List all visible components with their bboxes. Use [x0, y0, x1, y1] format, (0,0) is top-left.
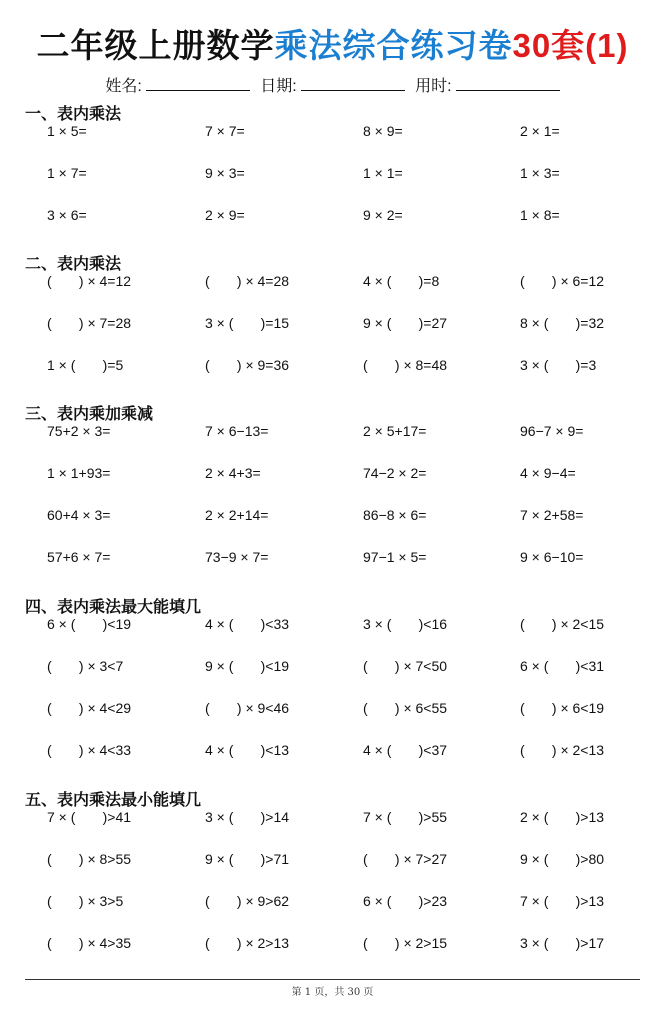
math-problem: 3 × ( )=3: [520, 357, 597, 373]
math-problem: 1 × 1+93=: [47, 465, 111, 481]
math-problem: ( ) × 7=28: [47, 315, 132, 331]
math-problem: 2 × ( )>13: [520, 809, 605, 825]
problem-row: [0, 357, 665, 377]
math-problem: ( ) × 4<33: [47, 742, 132, 758]
math-problem: 3 × 6=: [47, 207, 87, 223]
math-problem: 2 × 9=: [205, 207, 245, 223]
name-field[interactable]: [105, 73, 249, 96]
math-problem: ( ) × 2<13: [520, 742, 605, 758]
math-problem: 3 × ( )>14: [205, 809, 290, 825]
problem-row: [0, 207, 665, 227]
math-problem: 73−9 × 7=: [205, 549, 269, 565]
title-grade: 二年级上册数学: [36, 27, 275, 64]
math-problem: 7 × ( )>55: [363, 809, 448, 825]
math-problem: ( ) × 8=48: [363, 357, 448, 373]
math-problem: 9 × ( )<19: [205, 658, 290, 674]
section-heading: 二、表内乘法: [25, 256, 122, 273]
name-blank[interactable]: [146, 78, 250, 91]
problem-row: [0, 658, 665, 678]
time-label: 用时:: [415, 78, 452, 95]
math-problem: 2 × 1=: [520, 123, 560, 139]
name-label: 姓名:: [105, 78, 142, 95]
math-problem: 86−8 × 6=: [363, 507, 427, 523]
problem-row: [0, 893, 665, 913]
math-problem: ( ) × 2>13: [205, 935, 290, 951]
time-blank[interactable]: [456, 78, 560, 91]
problem-row: [0, 616, 665, 636]
math-problem: 6 × ( )<19: [47, 616, 132, 632]
math-problem: 4 × ( )=8: [363, 273, 440, 289]
math-problem: ( ) × 2<15: [520, 616, 605, 632]
math-problem: ( ) × 6<19: [520, 700, 605, 716]
problem-row: [0, 700, 665, 720]
section-heading: 一、表内乘法: [25, 106, 122, 123]
math-problem: 2 × 4+3=: [205, 465, 261, 481]
time-field[interactable]: [415, 73, 559, 96]
math-problem: 1 × ( )=5: [47, 357, 124, 373]
date-label: 日期:: [260, 78, 297, 95]
math-problem: 8 × 9=: [363, 123, 403, 139]
math-problem: 7 × 2+58=: [520, 507, 584, 523]
math-problem: 9 × 3=: [205, 165, 245, 181]
math-problem: 4 × 9−4=: [520, 465, 576, 481]
math-problem: ( ) × 3<7: [47, 658, 124, 674]
math-problem: 2 × 2+14=: [205, 507, 269, 523]
math-problem: 97−1 × 5=: [363, 549, 427, 565]
math-problem: 2 × 5+17=: [363, 423, 427, 439]
math-problem: ( ) × 6=12: [520, 273, 605, 289]
math-problem: 75+2 × 3=: [47, 423, 111, 439]
student-info: [0, 73, 665, 96]
problem-row: [0, 165, 665, 185]
problem-row: [0, 935, 665, 955]
math-problem: 96−7 × 9=: [520, 423, 584, 439]
title-subject: 乘法综合练习卷: [274, 27, 513, 64]
math-problem: 60+4 × 3=: [47, 507, 111, 523]
math-problem: 9 × ( )>71: [205, 851, 290, 867]
math-problem: ( ) × 7>27: [363, 851, 448, 867]
math-problem: 3 × ( )=15: [205, 315, 290, 331]
math-problem: 74−2 × 2=: [363, 465, 427, 481]
math-problem: ( ) × 2>15: [363, 935, 448, 951]
math-problem: 7 × 7=: [205, 123, 245, 139]
section-heading: 五、表内乘法最小能填几: [25, 792, 202, 809]
math-problem: ( ) × 4=28: [205, 273, 290, 289]
footer-divider: [25, 979, 640, 980]
math-problem: 1 × 5=: [47, 123, 87, 139]
date-blank[interactable]: [301, 78, 405, 91]
math-problem: 6 × ( )>23: [363, 893, 448, 909]
math-problem: ( ) × 4=12: [47, 273, 132, 289]
math-problem: 1 × 7=: [47, 165, 87, 181]
math-problem: 57+6 × 7=: [47, 549, 111, 565]
problem-row: [0, 742, 665, 762]
problem-row: [0, 809, 665, 829]
math-problem: 7 × 6−13=: [205, 423, 269, 439]
math-problem: 4 × ( )<37: [363, 742, 448, 758]
section-heading: 三、表内乘加乘减: [25, 406, 154, 423]
math-problem: ( ) × 4<29: [47, 700, 132, 716]
title-set: 30套(1): [512, 27, 629, 64]
math-problem: ( ) × 8>55: [47, 851, 132, 867]
math-problem: 3 × ( )>17: [520, 935, 605, 951]
math-problem: ( ) × 7<50: [363, 658, 448, 674]
math-problem: 6 × ( )<31: [520, 658, 605, 674]
math-problem: 4 × ( )<33: [205, 616, 290, 632]
problem-row: [0, 549, 665, 569]
math-problem: 1 × 8=: [520, 207, 560, 223]
math-problem: 4 × ( )<13: [205, 742, 290, 758]
problem-row: [0, 273, 665, 293]
section-heading: 四、表内乘法最大能填几: [25, 599, 202, 616]
problem-row: [0, 123, 665, 143]
math-problem: 3 × ( )<16: [363, 616, 448, 632]
math-problem: ( ) × 4>35: [47, 935, 132, 951]
math-problem: 8 × ( )=32: [520, 315, 605, 331]
problem-row: [0, 507, 665, 527]
math-problem: 9 × 6−10=: [520, 549, 584, 565]
math-problem: 1 × 1=: [363, 165, 403, 181]
math-problem: ( ) × 3>5: [47, 893, 124, 909]
math-problem: 1 × 3=: [520, 165, 560, 181]
math-problem: 9 × ( )>80: [520, 851, 605, 867]
math-problem: ( ) × 9<46: [205, 700, 290, 716]
page-footer: 第 1 页，共 30 页: [291, 987, 374, 998]
problem-row: [0, 423, 665, 443]
math-problem: ( ) × 9=36: [205, 357, 290, 373]
page-title: [0, 20, 665, 67]
math-problem: ( ) × 6<55: [363, 700, 448, 716]
math-problem: ( ) × 9>62: [205, 893, 290, 909]
math-problem: 9 × ( )=27: [363, 315, 448, 331]
math-problem: 7 × ( )>41: [47, 809, 132, 825]
date-field[interactable]: [260, 73, 404, 96]
math-problem: 7 × ( )>13: [520, 893, 605, 909]
problem-row: [0, 465, 665, 485]
problem-row: [0, 315, 665, 335]
problem-row: [0, 851, 665, 871]
math-problem: 9 × 2=: [363, 207, 403, 223]
